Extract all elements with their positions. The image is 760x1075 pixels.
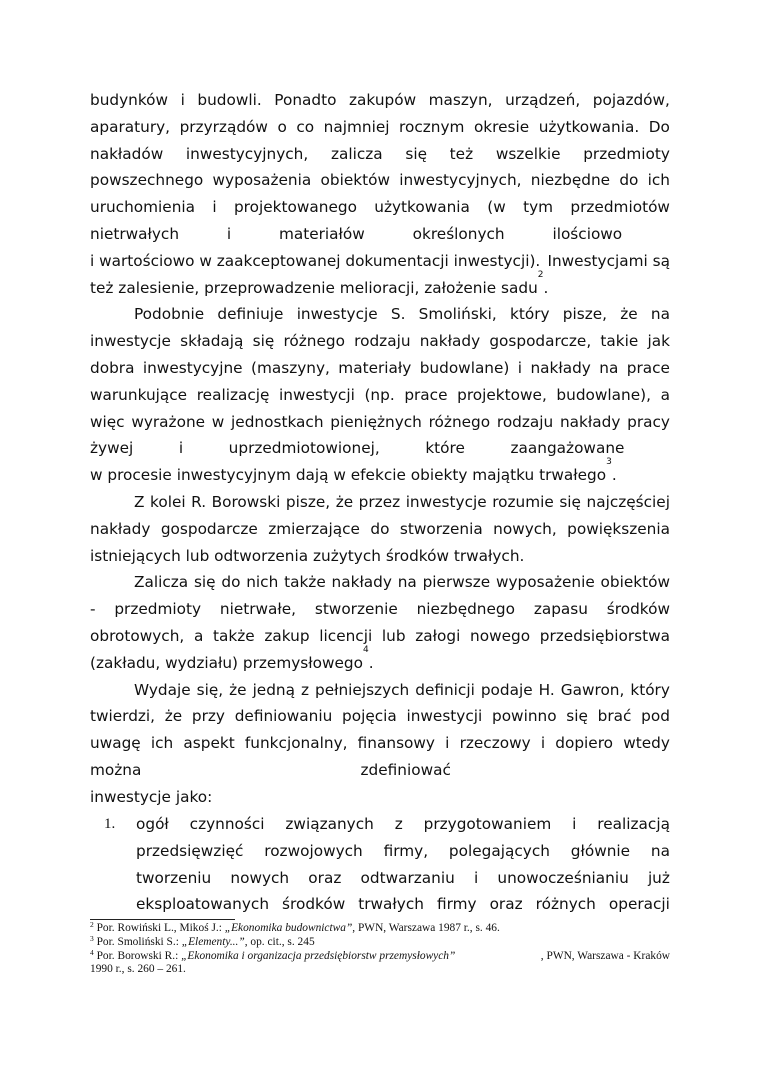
word: Ponadto	[274, 91, 337, 109]
word: załogi	[415, 626, 461, 645]
word: zapasu	[533, 600, 588, 619]
text-line	[90, 596, 670, 623]
text-line	[90, 382, 670, 409]
word: nakłady	[90, 519, 151, 538]
word: środków	[282, 895, 346, 914]
word: budowli.	[197, 91, 262, 109]
word: pracy	[627, 412, 670, 431]
word: Podobnie	[134, 305, 205, 324]
word: inwestycji	[279, 385, 355, 404]
footnote-number: 3	[90, 933, 94, 943]
word: pełniejszych	[315, 680, 410, 699]
word: już	[647, 868, 670, 887]
word: nich	[246, 573, 279, 592]
word: stworzenie	[314, 600, 398, 619]
word: materiały	[338, 358, 412, 377]
word: nowych	[230, 868, 290, 887]
word: twierdzi,	[90, 707, 156, 726]
word: na	[650, 841, 670, 860]
word: się,	[196, 680, 224, 699]
footnote-post: , PWN, Warszawa 1987 r., s. 46.	[352, 922, 500, 934]
word: budynków	[90, 91, 169, 109]
word: rodzaju	[496, 412, 554, 431]
word: wyposażenie	[495, 573, 595, 592]
word: brać	[597, 707, 632, 726]
word: pierwsze	[422, 573, 491, 592]
footnote-pre: Por. Smoliński S.:	[93, 935, 182, 948]
line-text: inwestycje jako:	[90, 787, 213, 806]
word: i wartościowo w zaakceptowanej dokumentacji inwestycji).	[90, 251, 541, 270]
word: tym	[523, 198, 554, 217]
word: Do	[648, 117, 670, 136]
word: podaje	[480, 680, 533, 699]
text-line	[90, 784, 670, 811]
text-line	[90, 543, 670, 570]
word: przedsiębiorstwa	[539, 626, 670, 645]
text-line	[90, 167, 670, 194]
footnote	[90, 922, 670, 936]
footnote-number: 2	[90, 920, 94, 929]
word: także	[284, 573, 326, 592]
footnotes	[90, 922, 670, 977]
word: użytkowania	[374, 198, 470, 217]
word: tworzeniu	[136, 868, 212, 887]
text-line	[90, 457, 670, 489]
word: który	[510, 305, 550, 324]
word: dopiero	[555, 734, 614, 753]
word: przedmiotów	[570, 198, 670, 217]
word: pojęcia	[342, 707, 397, 726]
word: dobra	[90, 358, 135, 377]
word: pisze,	[285, 492, 331, 511]
word: Zalicza	[134, 573, 189, 592]
word: projektowanego	[233, 198, 357, 217]
word: różnego	[283, 332, 345, 351]
word: wyrażone	[131, 412, 206, 431]
text-line	[90, 328, 670, 355]
word: Gawron,	[560, 680, 625, 699]
list-number: 1.	[104, 816, 116, 832]
text-line	[90, 114, 670, 141]
word: Borowski	[211, 492, 281, 511]
word: prace	[626, 358, 670, 377]
word: nakłady	[559, 412, 621, 431]
word: że	[164, 707, 183, 726]
word: nowych,	[493, 519, 557, 538]
word: nowego	[470, 626, 531, 645]
word: jedną	[252, 680, 296, 699]
word: się	[405, 144, 427, 163]
word: powinno	[491, 707, 557, 726]
word: licencji	[319, 626, 373, 645]
word: inwestycji	[406, 707, 483, 726]
text-line	[90, 489, 670, 516]
word: do	[221, 573, 241, 592]
word: wyposażenia	[212, 171, 312, 190]
word: i	[226, 224, 232, 243]
text-line	[90, 569, 670, 596]
footnote-separator	[90, 919, 235, 920]
word: materiałów	[278, 224, 365, 243]
footnote-post: , op. cit., s. 245	[244, 935, 315, 948]
word: w	[211, 412, 225, 431]
word: i	[572, 815, 577, 833]
word: związanych	[285, 815, 374, 833]
word: nakłady	[530, 358, 591, 377]
footnote-pre: Por. Borowski R.:	[93, 949, 182, 962]
word: finansowy	[357, 734, 435, 753]
text-line	[90, 677, 670, 704]
word: S.	[390, 305, 406, 324]
word: z	[301, 680, 310, 699]
word: które	[425, 439, 465, 458]
word: przedmioty	[583, 144, 670, 163]
line-text: istniejących lub odtworzenia zużytych środków trwałych.	[90, 546, 525, 565]
word: inwestycje	[405, 492, 487, 511]
word: jak	[647, 332, 670, 351]
word: się	[566, 707, 588, 726]
word: i	[473, 868, 479, 887]
word: budowlane)	[419, 358, 510, 377]
word: oraz	[489, 895, 523, 914]
word: rozwojowych	[264, 841, 363, 860]
text-line	[90, 757, 670, 784]
line-punct: .	[368, 653, 374, 672]
word: najmniej	[323, 117, 390, 136]
word: głównie	[570, 841, 631, 860]
footnote-title: „Ekonomika budownictwa”	[224, 922, 353, 934]
word: stworzenia	[399, 519, 483, 538]
word: nakłady	[331, 573, 392, 592]
word: realizację	[196, 385, 270, 404]
word: przez	[358, 492, 401, 511]
word: definiuje	[217, 305, 284, 324]
footnote-pre: Por. Rowiński L., Mikoś J.:	[93, 922, 225, 934]
word: operacji	[608, 895, 670, 914]
line-punct: .	[611, 466, 617, 485]
word: odtwarzaniu	[360, 868, 455, 887]
text-line	[136, 838, 670, 865]
word: na	[397, 573, 417, 592]
word: i	[540, 734, 546, 753]
footnote-body	[90, 947, 456, 964]
word: nakładów	[90, 144, 164, 163]
word: realizacją	[597, 815, 670, 833]
word: że	[620, 305, 638, 324]
word: składają	[180, 332, 244, 351]
word: do	[370, 519, 390, 538]
word: zmierzające	[268, 519, 360, 538]
word: powiększenia	[567, 519, 670, 538]
word: zdefiniować	[360, 760, 451, 779]
word: zakup	[264, 626, 310, 645]
footnote	[90, 933, 670, 950]
word: ich	[647, 171, 670, 190]
word: Smoliński,	[418, 305, 497, 324]
word: pisze,	[562, 305, 608, 324]
word: o	[277, 117, 287, 136]
word: definiowaniu	[234, 707, 333, 726]
text-line	[90, 301, 670, 328]
text-line	[90, 355, 670, 382]
word: obrotowych,	[90, 626, 185, 645]
word: gospodarcze,	[489, 332, 592, 351]
footnote-post: , PWN, Warszawa - Kraków	[540, 949, 670, 962]
word: do	[619, 171, 639, 190]
word: oraz	[308, 868, 342, 887]
text-line	[136, 811, 670, 838]
word: i	[212, 198, 217, 217]
word: obiektów	[600, 573, 670, 592]
footnote-title: „Elementy...”	[181, 935, 245, 948]
word: budowlane),	[556, 385, 651, 404]
word: różnych	[535, 895, 596, 914]
word: Z	[134, 492, 145, 511]
text-line	[90, 269, 670, 302]
word: żywej	[90, 439, 134, 458]
word: projektowe,	[457, 385, 547, 404]
text-line	[90, 730, 670, 757]
word: więc	[90, 412, 125, 431]
text-line	[90, 141, 670, 168]
list-item	[90, 811, 670, 918]
word: (w	[487, 198, 506, 217]
footnote	[90, 947, 670, 964]
word: wszelkie	[495, 144, 561, 163]
word: nietrwałych	[90, 224, 180, 243]
word: uwagę	[90, 734, 141, 753]
word: ilościowo	[552, 224, 623, 243]
word: Inwestycjami są	[547, 251, 670, 270]
word: warunkujące	[90, 385, 188, 404]
word: obiektów	[320, 171, 390, 190]
word: polegających	[448, 841, 550, 860]
word: najczęściej	[586, 492, 670, 511]
word: aspekt	[183, 734, 235, 753]
word: także	[213, 626, 255, 645]
text-line	[136, 891, 670, 918]
numbered-list	[90, 811, 670, 918]
word: a	[660, 385, 670, 404]
word: inwestycje	[90, 332, 171, 351]
text-line	[90, 248, 670, 275]
word: powszechnego	[90, 171, 204, 190]
word: uprzedmiotowionej,	[228, 439, 380, 458]
word: się	[559, 492, 581, 511]
word: przedmioty	[114, 600, 202, 619]
word: środków	[606, 600, 670, 619]
word: i	[517, 358, 523, 377]
word: na	[650, 305, 670, 324]
text-line	[90, 194, 670, 221]
text-line	[90, 644, 670, 677]
text-line	[90, 409, 670, 436]
word: się	[193, 573, 216, 592]
word: określonych	[412, 224, 505, 243]
word: eksploatowanych	[136, 895, 270, 914]
text-line	[136, 865, 670, 892]
word: trwałych	[358, 895, 424, 914]
word: który	[630, 680, 670, 699]
word: na	[599, 358, 619, 377]
word: pojazdów,	[592, 91, 670, 109]
word: nietrwałe,	[219, 600, 297, 619]
word: funkcjonalny,	[244, 734, 348, 753]
word: rodzaju	[354, 332, 411, 351]
text-line	[90, 623, 670, 650]
word: niezbędne	[530, 171, 611, 190]
word: inwestycyjne	[142, 358, 243, 377]
word: pieniężnych	[330, 412, 422, 431]
footnote-continuation: 1990 r., s. 260 – 261.	[90, 963, 186, 976]
word: inwestycje	[296, 305, 378, 324]
word: inwestycyjnych,	[185, 144, 309, 163]
word: zakupów	[349, 91, 417, 109]
word: aparatury,	[90, 117, 171, 136]
footnote-title: „Ekonomika i organizacja przedsiębiorstw przemysłowych”	[181, 949, 456, 962]
line-text: w procesie inwestycyjnym dają w efekcie obiekty majątku trwałego	[90, 466, 607, 485]
word: rzeczowy	[459, 734, 531, 753]
footnote-ref: 4	[362, 644, 369, 655]
word: użytkowania.	[538, 117, 640, 136]
word: lub	[381, 626, 406, 645]
word: że	[229, 680, 247, 699]
word: i	[180, 91, 185, 109]
word: R.	[191, 492, 207, 511]
word: przy	[191, 707, 225, 726]
word: zalicza	[330, 144, 383, 163]
word: okresie	[473, 117, 530, 136]
word: Wydaje	[134, 680, 191, 699]
line-text: (zakładu, wydziału) przemysłowego	[90, 653, 363, 672]
word: rocznym	[399, 117, 465, 136]
word: firmy,	[383, 841, 429, 860]
word: jednostkach	[231, 412, 324, 431]
word: prace	[404, 385, 448, 404]
word: przyrządów	[179, 117, 268, 136]
word: kolei	[150, 492, 186, 511]
word: rozumie	[492, 492, 554, 511]
word: maszyn,	[428, 91, 493, 109]
word: pod	[641, 707, 670, 726]
body-text	[90, 87, 670, 811]
text-line	[90, 221, 670, 248]
word: przedsięwzięć	[136, 841, 244, 860]
word: firmy	[436, 895, 477, 914]
word: uruchomienia	[90, 198, 196, 217]
word: ich	[150, 734, 174, 753]
line-punct: .	[543, 278, 549, 297]
text-line	[90, 87, 670, 114]
word: (np.	[364, 385, 395, 404]
word: unowocześnianiu	[497, 868, 629, 887]
word: urządzeń,	[505, 91, 581, 109]
word: co	[296, 117, 315, 136]
footnote-ref: 2	[537, 269, 544, 280]
word: różnego	[428, 412, 491, 431]
word: nakłady	[419, 332, 481, 351]
word: zaangażowane	[510, 439, 625, 458]
text-line	[90, 516, 670, 543]
word: z	[394, 815, 403, 833]
word: -	[90, 600, 96, 619]
text-line	[90, 703, 670, 730]
word: (maszyny,	[250, 358, 330, 377]
word: można	[90, 760, 142, 779]
line-text: też zalesienie, przeprowadzenie melioracji, założenie sadu	[90, 278, 538, 297]
footnote-number: 4	[90, 947, 94, 957]
footnote-ref: 3	[606, 457, 612, 468]
word: też	[449, 144, 474, 163]
word: niezbędnego	[416, 600, 515, 619]
word: takie	[600, 332, 639, 351]
word: i	[445, 734, 450, 753]
word: wtedy	[623, 734, 670, 753]
word: definicji	[415, 680, 475, 699]
word: a	[193, 626, 204, 645]
word: gospodarcze	[160, 519, 258, 538]
word: inwestycyjnych,	[399, 171, 522, 190]
word: H.	[538, 680, 555, 699]
word: czynności	[189, 815, 265, 833]
word: ogół	[136, 815, 169, 833]
word: przygotowaniem	[423, 815, 552, 833]
word: się	[252, 332, 275, 351]
word: i	[178, 439, 184, 458]
text-line	[90, 435, 670, 462]
word: że	[335, 492, 354, 511]
